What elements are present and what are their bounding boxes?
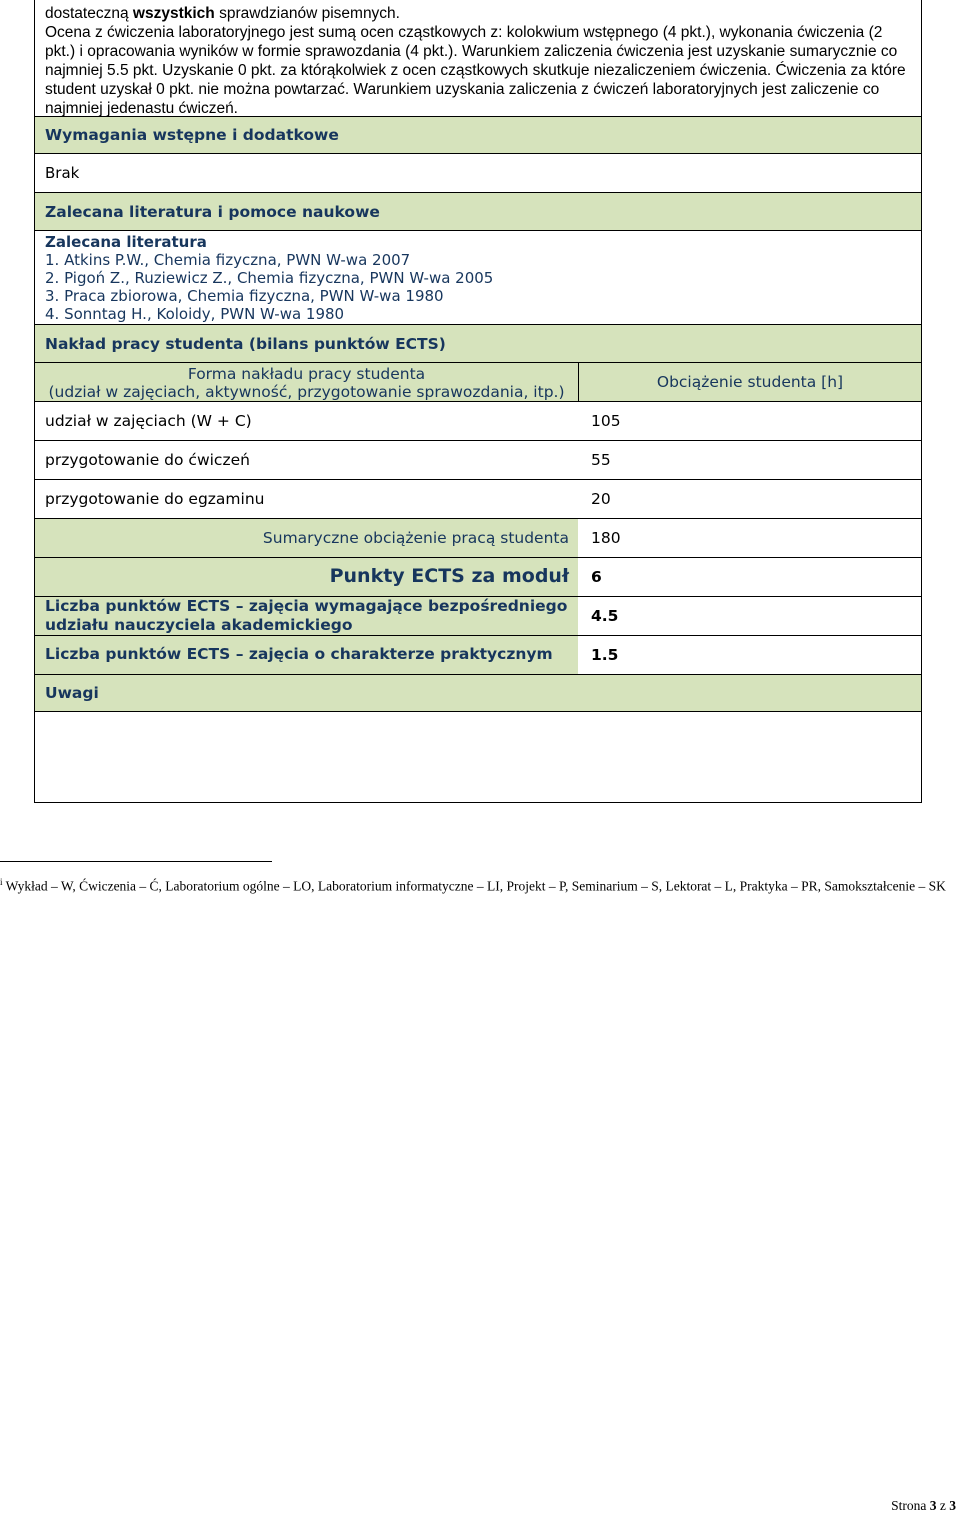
direct-contact-ects-value: 4.5 [591, 607, 619, 625]
workload-row-label: przygotowanie do egzaminu [45, 490, 265, 508]
ects-row [35, 558, 921, 597]
practical-ects-label: Liczba punktów ECTS – zajęcia o charakterze praktycznym [45, 645, 553, 663]
workload-row-value: 105 [591, 412, 621, 430]
direct-contact-ects-label: Liczba punktów ECTS – zajęcia wymagające bezpośredniego udziału nauczyciela akademickiego [45, 597, 568, 634]
literature-heading: Zalecana literatura i pomoce naukowe [35, 193, 921, 231]
hours-header: Obciążenie studenta [h] [578, 363, 921, 401]
footnote-separator [0, 861, 272, 862]
remarks-content [35, 712, 921, 803]
module-card-table [34, 0, 922, 803]
footnote-marker: i [0, 877, 3, 887]
remarks-heading: Uwagi [35, 675, 921, 712]
practical-ects-row [35, 636, 921, 675]
workload-row [35, 402, 921, 441]
workload-row-label: udział w zajęciach (W + C) [45, 412, 252, 430]
ects-label: Punkty ECTS za moduł [329, 565, 569, 587]
literature-subheading: Zalecana literatura [45, 233, 207, 251]
workload-row [35, 441, 921, 480]
workload-row-value: 55 [591, 451, 611, 469]
total-workload-label: Sumaryczne obciążenie pracą studenta [262, 529, 569, 547]
literature-item: 2. Pigoń Z., Ruziewicz Z., Chemia fizyczna, PWN W-wa 2005 [45, 269, 494, 287]
grading-rules-block [35, 0, 921, 117]
total-workload-row [35, 519, 921, 558]
workload-column-headers [35, 363, 921, 402]
workload-row-label: przygotowanie do ćwiczeń [45, 451, 250, 469]
footnote [0, 873, 950, 896]
literature-item: 4. Sonntag H., Koloidy, PWN W-wa 1980 [45, 305, 345, 323]
requirements-content: Brak [35, 154, 921, 193]
workload-row [35, 480, 921, 519]
literature-item: 1. Atkins P.W., Chemia fizyczna, PWN W-wa 2007 [45, 251, 411, 269]
footnote-text: Wykład – W, Ćwiczenia – Ć, Laboratorium ogólne – LO, Laboratorium informatyczne – LI, Projekt – P, Seminarium – S, Lektorat – L, Praktyka – PR, Samokształcenie – SK [2, 878, 946, 894]
ects-value: 6 [591, 568, 602, 586]
practical-ects-value: 1.5 [591, 646, 619, 664]
literature-content [35, 231, 921, 325]
page-number: Strona 3 z 3 [891, 1498, 956, 1513]
workload-heading: Nakład pracy studenta (bilans punktów ECTS) [35, 325, 921, 363]
total-workload-value: 180 [591, 529, 621, 547]
workload-row-value: 20 [591, 490, 611, 508]
requirements-heading: Wymagania wstępne i dodatkowe [35, 117, 921, 154]
grading-line-1: dostateczną wszystkich sprawdzianów pisemnych. [45, 5, 400, 22]
literature-item: 3. Praca zbiorowa, Chemia fizyczna, PWN W-wa 1980 [45, 287, 444, 305]
form-of-work-header: Forma nakładu pracy studenta (udział w zajęciach, aktywność, przygotowanie sprawozdania, itp.) [35, 363, 578, 401]
grading-paragraph: Ocena z ćwiczenia laboratoryjnego jest sumą ocen cząstkowych z: kolokwium wstępnego (4 pkt.), wykonania ćwiczenia (2 pkt.) i opracowania wyników w formie sprawozdania (4 pkt.). Warunkiem zaliczenia ćwiczenia jest uzyskanie sumarycznie co najmniej 5.5 pkt. Uzyskanie 0 pkt. za którąkolwiek z ocen cząstkowych skutkuje niezaliczeniem ćwiczenia. Ćwiczenia za które student uzyskał 0 pkt. nie można powtarzać. Warunkiem uzyskania zaliczenia z ćwiczeń laboratoryjnych jest zaliczenie co najmniej jedenastu ćwiczeń. [45, 24, 906, 117]
direct-contact-ects-row [35, 597, 921, 636]
